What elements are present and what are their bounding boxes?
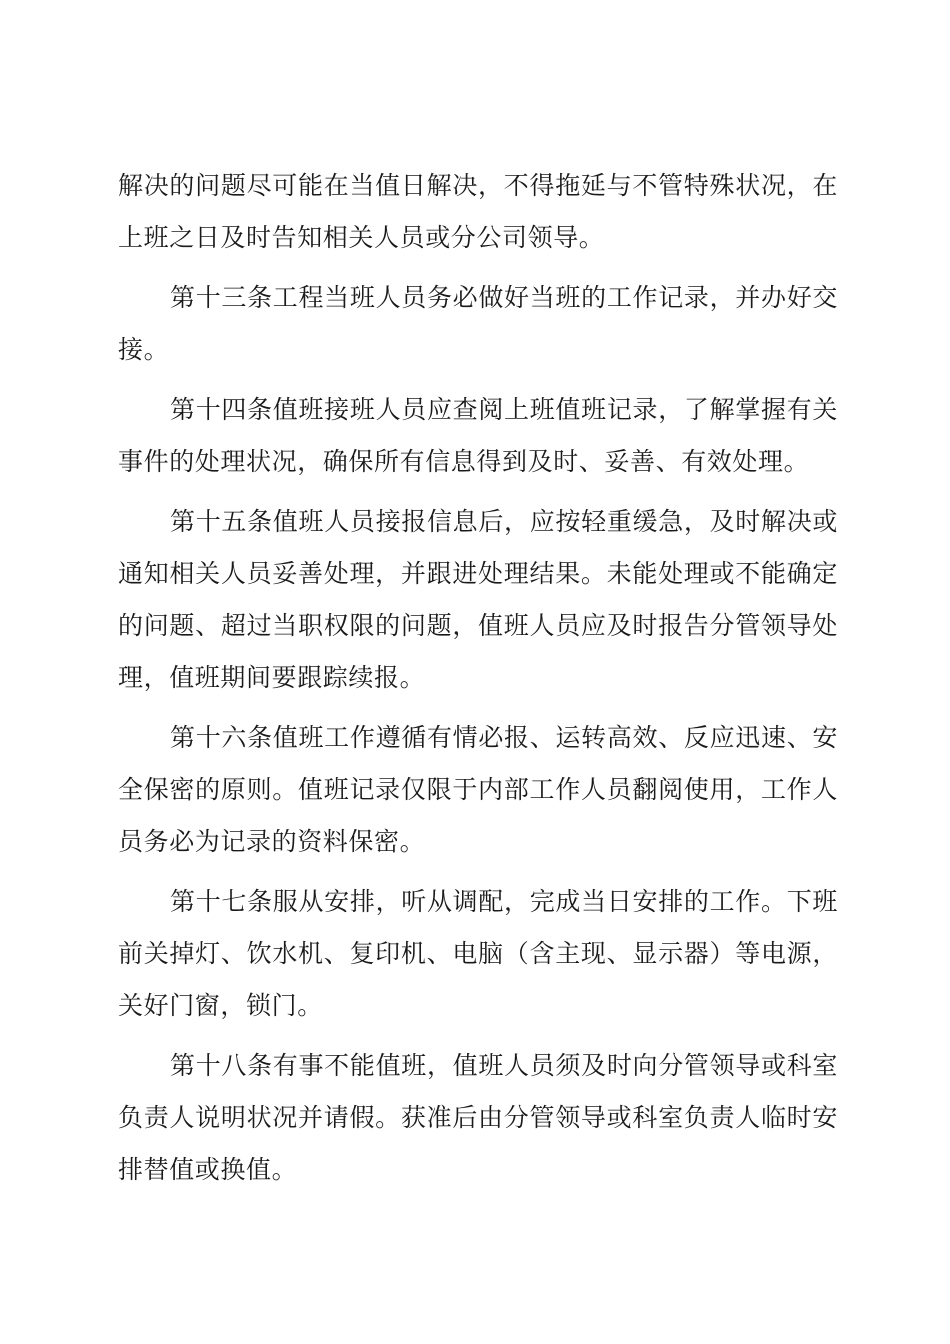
article-13: 第十三条工程当班人员务必做好当班的工作记录，并办好交接。 xyxy=(118,283,838,364)
article-16: 第十六条值班工作遵循有情必报、运转高效、反应迅速、安全保密的原则。值班记录仅限于内部工作人员翻阅使用，工作人员务必为记录的资料保密。 xyxy=(118,723,838,856)
article-14: 第十四条值班接班人员应查阅上班值班记录，了解掌握有关事件的处理状况，确保所有信息得到及时、妥善、有效处理。 xyxy=(118,395,838,476)
article-15: 第十五条值班人员接报信息后，应按轻重缓急，及时解决或通知相关人员妥善处理，并跟进处理结果。未能处理或不能确定的问题、超过当职权限的问题，值班人员应及时报告分管领导处理，值班期间要跟踪续报。 xyxy=(118,507,838,692)
document-body xyxy=(118,160,838,1204)
paragraph-continuation: 解决的问题尽可能在当值日解决，不得拖延与不管特殊状况，在上班之日及时告知相关人员或分公司领导。 xyxy=(118,171,838,252)
article-17: 第十七条服从安排，听从调配，完成当日安排的工作。下班前关掉灯、饮水机、复印机、电脑（含主现、显示器）等电源，关好门窗，锁门。 xyxy=(118,887,838,1020)
article-18: 第十八条有事不能值班，值班人员须及时向分管领导或科室负责人说明状况并请假。获准后由分管领导或科室负责人临时安排替值或换值。 xyxy=(118,1051,838,1184)
